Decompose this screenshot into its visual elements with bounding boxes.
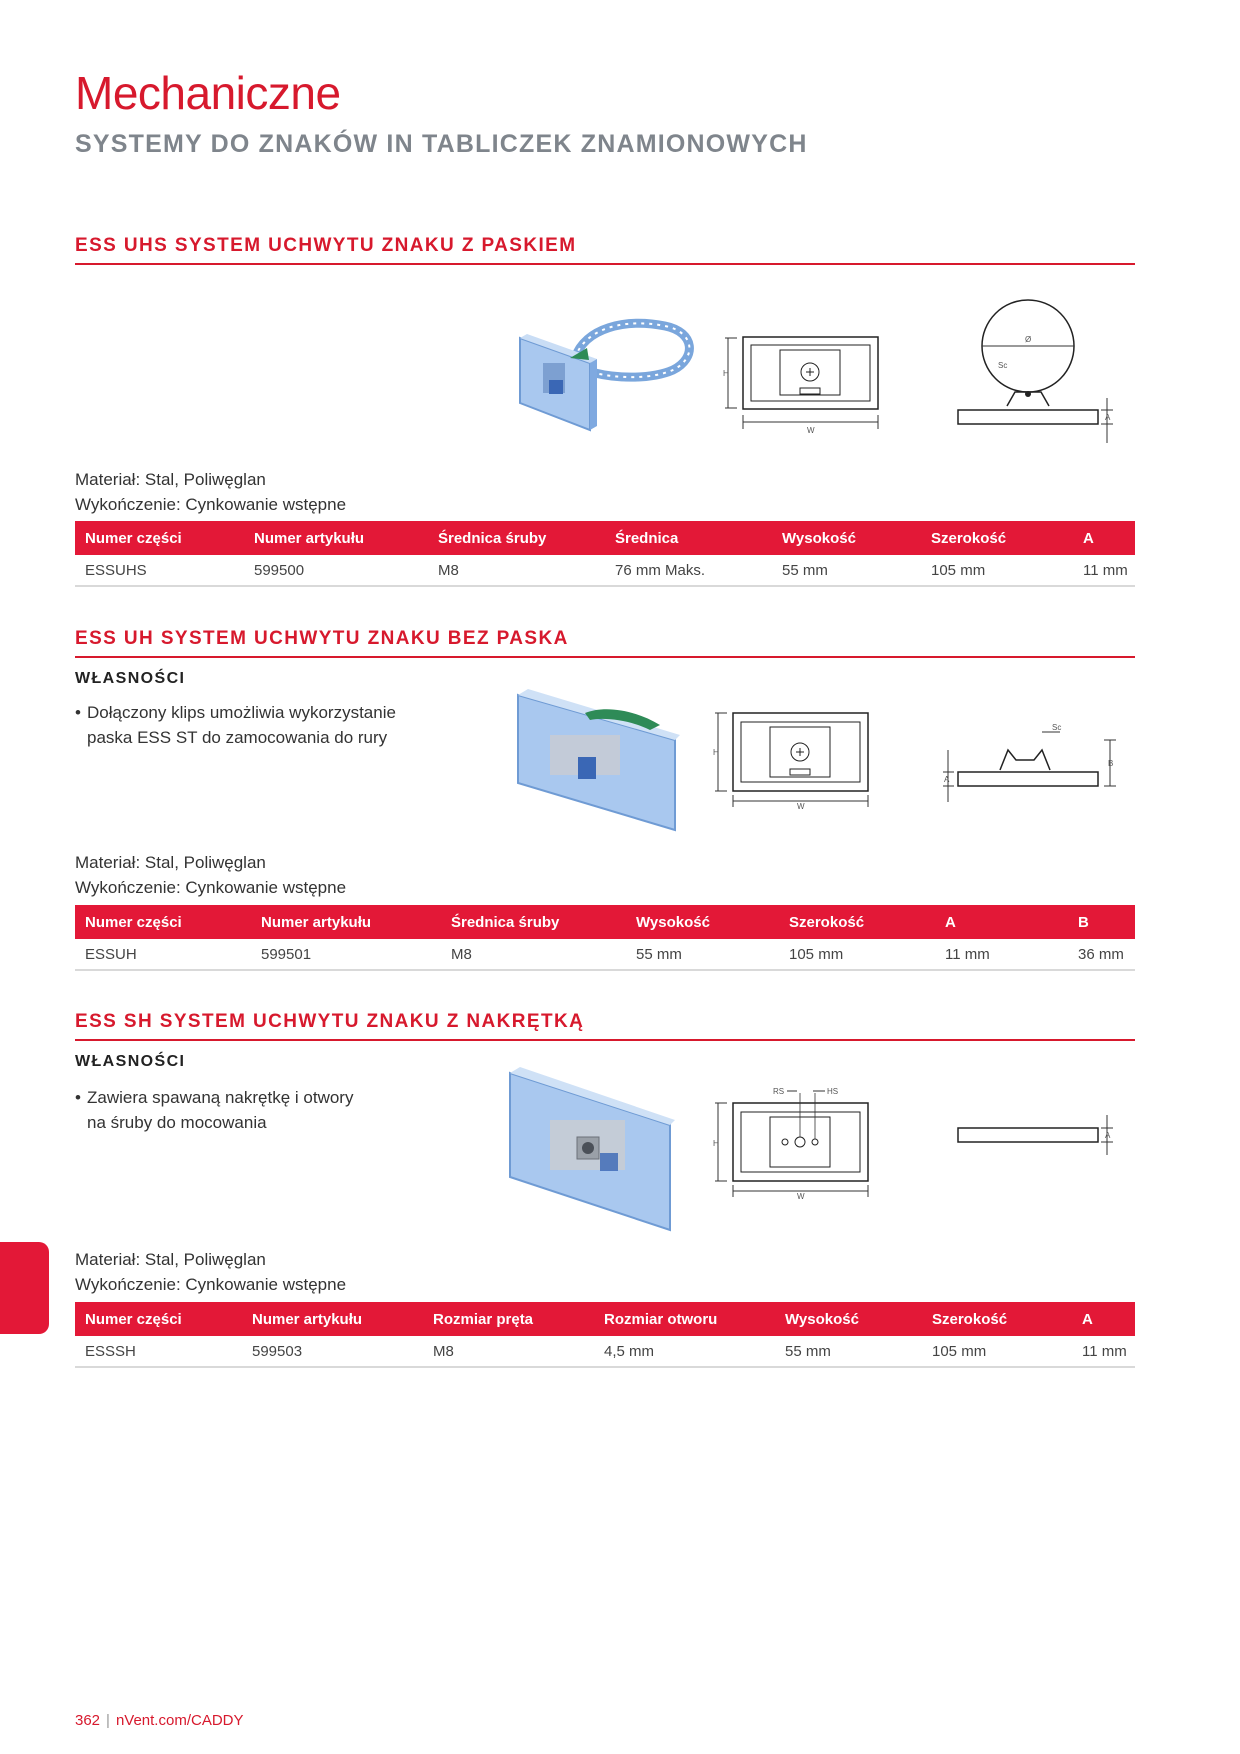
page-subtitle: SYSTEMY DO ZNAKÓW IN TABLICZEK ZNAMIONOWYCH — [75, 130, 808, 158]
footer-link[interactable]: nVent.com/CADDY — [115, 1712, 244, 1729]
dim-label-hs: HS — [827, 1087, 839, 1096]
table-cell: 55 mm — [626, 939, 779, 970]
column-header: Szerokość — [779, 905, 935, 939]
table-cell: 105 mm — [922, 1336, 1072, 1367]
bullet-marker: • — [75, 1088, 81, 1107]
column-header: B — [1068, 905, 1135, 939]
column-header: Wysokość — [775, 1302, 922, 1336]
side-drawing-essuh — [940, 720, 1120, 810]
table-cell: 4,5 mm — [594, 1336, 775, 1367]
dim-label-sc: Sc — [998, 361, 1008, 370]
table-cell: M8 — [423, 1336, 594, 1367]
front-drawing-essuh — [715, 705, 880, 810]
table-header-row — [75, 521, 1135, 555]
table-cell: 11 mm — [1072, 1336, 1135, 1367]
finish-essuh: Wykończenie: Cynkowanie wstępne — [75, 878, 347, 897]
product-photo-esssh — [505, 1065, 675, 1235]
properties-heading-essuh: WŁASNOŚCI — [75, 670, 186, 687]
table-cell: 55 mm — [772, 555, 921, 586]
side-drawing-esssh — [955, 1110, 1115, 1160]
column-header: Szerokość — [921, 521, 1073, 555]
column-header: Średnica śruby — [441, 905, 626, 939]
side-drawing-essuhs — [955, 298, 1115, 448]
table-cell: 599503 — [242, 1336, 423, 1367]
dim-label-h: H — [723, 369, 729, 378]
table-cell: 105 mm — [779, 939, 935, 970]
table-header-row — [75, 1302, 1135, 1336]
spec-table-essuhs — [75, 521, 1135, 587]
column-header: Średnica śruby — [428, 521, 605, 555]
table-cell: 599500 — [244, 555, 428, 586]
product-photo-essuh — [510, 685, 680, 835]
spec-table-essuh — [75, 905, 1135, 971]
dim-label-w: W — [797, 802, 805, 811]
front-drawing-esssh — [715, 1085, 880, 1200]
dim-label-b: B — [1108, 759, 1114, 768]
column-header: Numer części — [75, 521, 244, 555]
column-header: Numer artykułu — [244, 521, 428, 555]
column-header: Szerokość — [922, 1302, 1072, 1336]
table-row — [75, 1336, 1135, 1367]
column-header: Rozmiar pręta — [423, 1302, 594, 1336]
dim-label-sc: Sc — [1052, 723, 1062, 732]
dim-label-rs: RS — [773, 1087, 785, 1096]
dim-label-a: A — [944, 775, 950, 784]
spec-table-esssh — [75, 1302, 1135, 1368]
footer-separator: | — [106, 1712, 110, 1729]
column-header: Rozmiar otworu — [594, 1302, 775, 1336]
dim-label-diameter: Ø — [1025, 335, 1032, 344]
bullet-text-line: Zawiera spawaną nakrętkę i otwory — [87, 1088, 354, 1107]
dim-label-a: A — [1105, 413, 1111, 422]
table-cell: 76 mm Maks. — [605, 555, 772, 586]
table-header-row — [75, 905, 1135, 939]
dim-label-w: W — [807, 426, 815, 435]
finish-essuhs: Wykończenie: Cynkowanie wstępne — [75, 495, 347, 514]
feature-bullet-essuh — [75, 700, 475, 750]
table-cell: 11 mm — [935, 939, 1068, 970]
page-title: Mechaniczne — [75, 67, 341, 119]
product-photo-essuhs — [515, 318, 700, 433]
column-header: Wysokość — [626, 905, 779, 939]
bullet-marker: • — [75, 703, 81, 722]
page-footer — [75, 1712, 244, 1729]
table-cell: 599501 — [251, 939, 441, 970]
bullet-text-line: na śruby do mocowania — [87, 1113, 267, 1132]
section-heading-esssh: ESS SH SYSTEM UCHWYTU ZNAKU Z NAKRĘTKĄ — [75, 1011, 1135, 1041]
table-cell: 55 mm — [775, 1336, 922, 1367]
properties-heading-esssh: WŁASNOŚCI — [75, 1053, 186, 1070]
table-cell: ESSUH — [75, 939, 251, 970]
dim-label-h: H — [713, 748, 719, 757]
table-cell: 11 mm — [1073, 555, 1135, 586]
section-heading-essuh: ESS UH SYSTEM UCHWYTU ZNAKU BEZ PASKA — [75, 628, 1135, 658]
column-header: A — [1072, 1302, 1135, 1336]
dim-label-h: H — [713, 1139, 719, 1148]
section-tab-marker — [0, 1242, 49, 1334]
material-esssh: Materiał: Stal, Poliwęglan — [75, 1250, 266, 1269]
table-cell: ESSSH — [75, 1336, 242, 1367]
column-header: Numer artykułu — [251, 905, 441, 939]
column-header: Średnica — [605, 521, 772, 555]
material-essuh: Materiał: Stal, Poliwęglan — [75, 853, 266, 872]
table-cell: 105 mm — [921, 555, 1073, 586]
finish-esssh: Wykończenie: Cynkowanie wstępne — [75, 1275, 347, 1294]
material-essuhs: Materiał: Stal, Poliwęglan — [75, 470, 266, 489]
front-drawing-essuhs — [725, 330, 890, 435]
bullet-text-line: paska ESS ST do zamocowania do rury — [87, 728, 388, 747]
column-header: A — [1073, 521, 1135, 555]
dim-label-a: A — [1105, 1131, 1111, 1140]
table-cell: M8 — [428, 555, 605, 586]
feature-bullet-esssh — [75, 1085, 475, 1135]
column-header: Numer artykułu — [242, 1302, 423, 1336]
dim-label-w: W — [797, 1192, 805, 1201]
column-header: Numer części — [75, 905, 251, 939]
column-header: Wysokość — [772, 521, 921, 555]
table-cell: M8 — [441, 939, 626, 970]
bullet-text-line: Dołączony klips umożliwia wykorzystanie — [87, 703, 396, 722]
section-heading-essuhs: ESS UHS SYSTEM UCHWYTU ZNAKU Z PASKIEM — [75, 235, 1135, 265]
table-cell: 36 mm — [1068, 939, 1135, 970]
table-cell: ESSUHS — [75, 555, 244, 586]
table-row — [75, 939, 1135, 970]
column-header: A — [935, 905, 1068, 939]
table-row — [75, 555, 1135, 586]
column-header: Numer części — [75, 1302, 242, 1336]
page-number: 362 — [75, 1712, 101, 1729]
